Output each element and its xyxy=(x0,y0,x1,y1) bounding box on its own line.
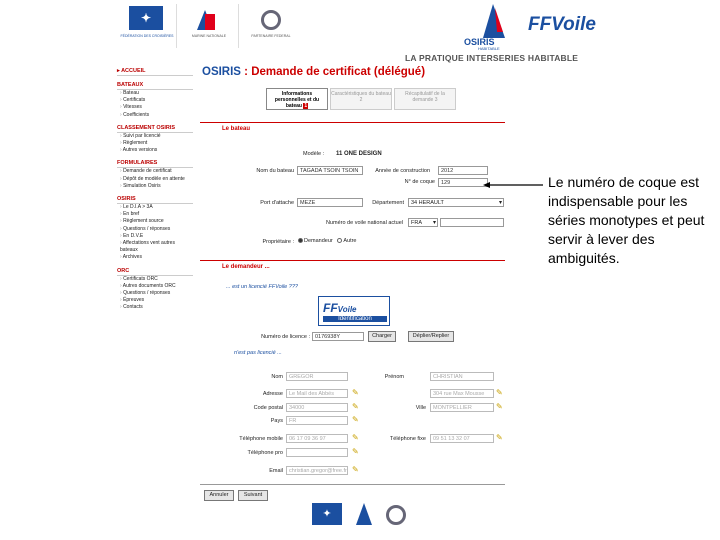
edit-pencil-icon[interactable]: ✎ xyxy=(352,465,359,474)
proprietaire-options xyxy=(298,238,357,244)
sidebar-item[interactable]: › Règlement source xyxy=(117,218,193,225)
port-input[interactable]: MEZE xyxy=(297,198,363,207)
annotation-arrow-icon xyxy=(483,181,545,189)
sidebar-section-title[interactable]: FORMULAIRES xyxy=(117,160,193,168)
pays-label: Pays xyxy=(270,418,283,424)
modele-value: 11 ONE DESIGN xyxy=(336,151,382,157)
tab-caracteristiques-label: Caractéristiques du bateau xyxy=(331,91,391,97)
prenom-input[interactable]: CHRISTIAN xyxy=(430,372,494,381)
sidebar-item[interactable]: › Dépôt de modèle en attente xyxy=(117,176,193,183)
annotation-text: Le numéro de coque est indispensable pour les séries monotypes et peut servir à lever des ambiguités. xyxy=(548,174,705,266)
email-input[interactable]: christian.gregor@free.fr xyxy=(286,466,348,475)
sidebar-section-title[interactable]: BATEAUX xyxy=(117,82,193,90)
port-label: Port d'attache xyxy=(260,200,294,206)
requester-section-rule xyxy=(200,260,505,261)
tel-pro-label: Téléphone pro xyxy=(247,450,283,456)
nom-label: Nom xyxy=(271,374,283,380)
partner-logo-3-text: PARTENAIRE FEDERAL xyxy=(251,34,291,38)
footer-volvo-logo xyxy=(386,503,412,537)
licence-input[interactable]: 0176938Y xyxy=(312,332,364,341)
partner-logo-1 xyxy=(117,4,177,48)
tab-recapitulatif-label: Récapitulatif de la demande xyxy=(405,91,445,103)
partner-logo-2-text: MARINE NATIONALE xyxy=(191,34,227,38)
voile-number-input[interactable] xyxy=(440,218,504,227)
fixe-input[interactable]: 09 51 13 32 07 xyxy=(430,434,494,443)
sidebar-item[interactable]: › Archives xyxy=(117,254,193,261)
sidebar-item[interactable]: › En D.V.E xyxy=(117,233,193,240)
footer-marine-logo xyxy=(350,503,380,537)
sidebar-item[interactable]: › Certificats xyxy=(117,97,193,104)
proprietaire-label: Propriétaire : xyxy=(262,239,294,245)
sidebar-item[interactable]: › Règlement xyxy=(117,140,193,147)
main-content xyxy=(200,64,505,504)
annee-input[interactable]: 2012 xyxy=(438,166,488,175)
ffvoile-logo-voile: Voile xyxy=(551,14,596,35)
annee-label: Année de construction xyxy=(375,168,430,174)
sidebar-item[interactable]: › Affectations vent autres bateaux xyxy=(117,240,193,254)
footer-volvo-icon xyxy=(386,505,406,525)
radio-demandeur-label: Demandeur xyxy=(304,238,333,244)
voile-label: Numéro de voile national actuel xyxy=(325,220,403,226)
tel-pro-input[interactable] xyxy=(286,448,348,457)
page-title xyxy=(202,66,425,78)
requester-section-title: Le demandeur ... xyxy=(222,264,270,270)
ffv-card-sub: Identification xyxy=(323,316,387,322)
tab-caracteristiques-step: 2 xyxy=(359,97,363,103)
deplier-button[interactable]: Déplier/Replier xyxy=(408,331,454,342)
boat-section-title: Le bateau xyxy=(222,126,251,132)
sidebar-item[interactable]: › Bateau xyxy=(117,90,193,97)
adresse-input-1[interactable]: Le Mail des Abbés xyxy=(286,389,348,398)
sidebar-item[interactable]: › Contacts xyxy=(117,304,193,311)
sidebar-nav xyxy=(117,62,193,502)
ffv-identification-card xyxy=(318,296,390,326)
sidebar-item[interactable]: › Autres documents ORC xyxy=(117,283,193,290)
sidebar-section-title[interactable]: OSIRIS xyxy=(117,196,193,204)
sidebar-item[interactable]: › En bref xyxy=(117,211,193,218)
voile-select[interactable]: FRA ▾ xyxy=(408,218,438,227)
form-bottom-rule xyxy=(200,484,505,485)
tab-informations[interactable] xyxy=(266,88,328,110)
boat-section-rule xyxy=(200,122,505,123)
header xyxy=(117,0,505,58)
coque-input[interactable]: 129 xyxy=(438,178,488,187)
coque-label: N° de coque xyxy=(404,179,435,185)
ffvoile-logo xyxy=(528,14,596,36)
sidebar-section-title[interactable]: ▸ ACCUEIL xyxy=(117,68,193,76)
partner-logo-2 xyxy=(179,4,239,48)
sidebar-item[interactable]: › Coefficients xyxy=(117,112,193,119)
ffv-card-voile: Voile xyxy=(337,305,357,314)
sidebar-item[interactable]: › Épreuves xyxy=(117,297,193,304)
sidebar-item[interactable]: › Le D.I.A > 3A xyxy=(117,204,193,211)
partner-logo-3 xyxy=(241,4,301,48)
edit-pencil-icon[interactable]: ✎ xyxy=(496,388,503,397)
sidebar-section-title[interactable]: CLASSEMENT OSIRIS xyxy=(117,125,193,133)
licence-label: Numéro de licence : xyxy=(261,334,310,340)
cp-input[interactable]: 34000 xyxy=(286,403,348,412)
tab-recapitulatif[interactable] xyxy=(394,88,456,110)
radio-autre-label: Autre xyxy=(343,238,357,244)
ville-label: Ville xyxy=(415,405,426,411)
footer-ffv-cross-icon: ✦ xyxy=(312,503,342,525)
email-label: Email xyxy=(269,468,283,474)
tagline: LA PRATIQUE INTERSERIES HABITABLE xyxy=(405,53,579,63)
sidebar-item[interactable]: › Questions / réponses xyxy=(117,226,193,233)
tab-caracteristiques[interactable] xyxy=(330,88,392,110)
osiris-logo-text: OSIRIS xyxy=(464,37,495,47)
ffv-card-ff: FF xyxy=(323,301,338,315)
tab-informations-label: Informations personnelles et du bateau xyxy=(274,91,320,109)
sidebar-item[interactable]: › Suivi par licencié xyxy=(117,133,193,140)
ville-input[interactable]: MONTPELLIER xyxy=(430,403,494,412)
sidebar-item[interactable]: › Autres versions xyxy=(117,147,193,154)
nom-input[interactable]: GREGOR xyxy=(286,372,348,381)
tab-informations-step: 1 xyxy=(304,103,308,109)
sidebar-item[interactable]: › Vitesses xyxy=(117,104,193,111)
non-licencie-question: n'est pas licencié ... xyxy=(234,350,282,356)
adresse-label: Adresse xyxy=(262,391,283,397)
sidebar-item[interactable]: › Questions / réponses xyxy=(117,290,193,297)
modele-label: Modèle : xyxy=(303,151,325,157)
sidebar-item[interactable]: › Demande de certificat xyxy=(117,168,193,175)
footer-ffv-logo xyxy=(310,503,344,537)
edit-pencil-icon[interactable]: ✎ xyxy=(352,433,359,442)
edit-pencil-icon[interactable]: ✎ xyxy=(352,388,359,397)
radio-demandeur[interactable] xyxy=(298,238,303,243)
page-title-rest: : Demande de certificat (délégué) xyxy=(240,66,426,78)
nom-bateau-label: Nom du bateau xyxy=(256,168,294,174)
marine-flag-icon xyxy=(205,14,215,30)
edit-pencil-icon[interactable]: ✎ xyxy=(352,447,359,456)
edit-pencil-icon[interactable]: ✎ xyxy=(352,402,359,411)
ffvoile-logo-ff: FF xyxy=(528,14,552,35)
edit-pencil-icon[interactable]: ✎ xyxy=(496,402,503,411)
edit-pencil-icon[interactable]: ✎ xyxy=(352,415,359,424)
sidebar-item[interactable]: › Simulation Osiris xyxy=(117,183,193,190)
edit-pencil-icon[interactable]: ✎ xyxy=(496,433,503,442)
suivant-button[interactable]: Suivant xyxy=(238,490,268,501)
nom-bateau-input[interactable]: TAGADA TSOIN TSOIN xyxy=(297,166,363,175)
partner-logo-1-text: FÉDÉRATION DES CROISIÈRES xyxy=(120,34,174,38)
cp-label: Code postal xyxy=(253,405,283,411)
radio-autre[interactable] xyxy=(337,238,342,243)
ffv-cross-logo-icon: ✦ xyxy=(129,6,163,30)
pays-input[interactable]: FR xyxy=(286,416,348,425)
sidebar-item[interactable]: › Certificats ORC xyxy=(117,276,193,283)
mobile-input[interactable]: 06 17 09 36 97 xyxy=(286,434,348,443)
page-title-prefix: OSIRIS xyxy=(202,66,241,78)
volvo-logo-icon xyxy=(261,10,281,30)
charger-button[interactable]: Charger xyxy=(368,331,396,342)
sidebar-section-title[interactable]: ORC xyxy=(117,268,193,276)
fixe-label: Téléphone fixe xyxy=(389,436,426,442)
prenom-label: Prénom xyxy=(384,374,404,380)
footer-marine-sail-icon xyxy=(356,503,372,525)
annuler-button[interactable]: Annuler xyxy=(204,490,234,501)
departement-label: Département xyxy=(372,200,404,206)
adresse-input-2[interactable]: 304 rue Max Mousse xyxy=(430,389,494,398)
osiris-logo-sub: HABITABLE xyxy=(478,46,500,51)
departement-select[interactable]: 34 HERAULT ▾ xyxy=(408,198,504,207)
mobile-label: Téléphone mobile xyxy=(239,436,283,442)
tab-recapitulatif-step: 3 xyxy=(434,97,438,103)
licencie-question: ... est un licencié FFVoile ??? xyxy=(226,284,298,290)
